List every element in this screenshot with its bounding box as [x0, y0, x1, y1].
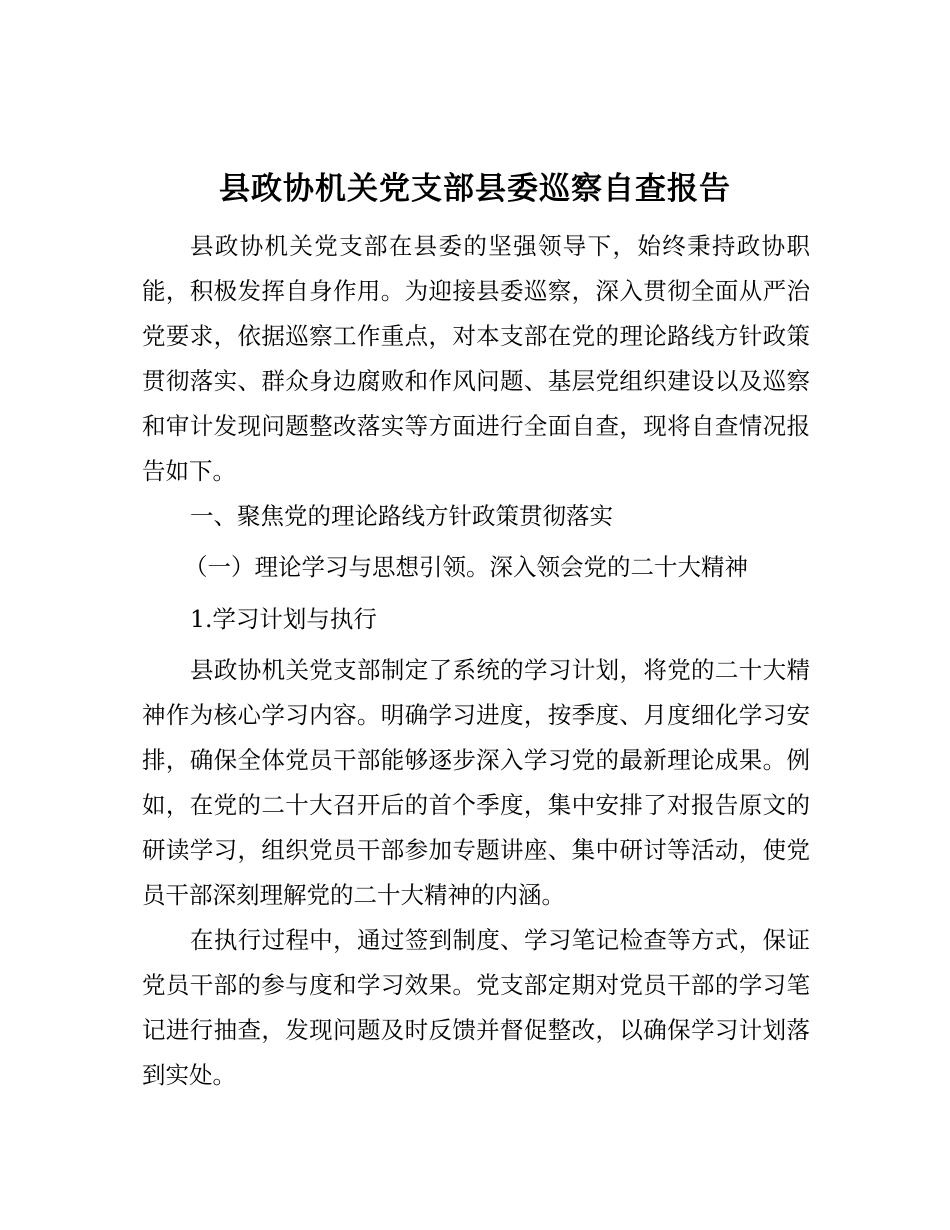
subsection-heading: （一）理论学习与思想引领。深入领会党的二十大精神 [184, 553, 748, 581]
document-title: 县政协机关党支部县委巡察自查报告 [219, 171, 731, 207]
item-heading: 1.学习计划与执行 [190, 605, 377, 633]
body-paragraph-2: 在执行过程中，通过签到制度、学习笔记检查等方式，保证党员干部的参与度和学习效果。党支部定期对党员干部的学习笔记进行抽查，发现问题及时反馈并督促整改，以确保学习计划落到实处。 [142, 926, 810, 1089]
body-paragraph-1: 县政协机关党支部制定了系统的学习计划，将党的二十大精神作为核心学习内容。明确学习进度，按季度、月度细化学习安排，确保全体党员干部能够逐步深入学习党的最新理论成果。例如，在党的二十大召开后的首个季度，集中安排了对报告原文的研读学习，组织党员干部参加专题讲座、集中研讨等活动，使党员干部深刻理解党的二十大精神的内涵。 [142, 656, 810, 909]
intro-paragraph: 县政协机关党支部在县委的坚强领导下，始终秉持政协职能，积极发挥自身作用。为迎接县委巡察，深入贯彻全面从严治党要求，依据巡察工作重点，对本支部在党的理论路线方针政策贯彻落实、群众身边腐败和作风问题、基层党组织建设以及巡察和审计发现问题整改落实等方面进行全面自查，现将自查情况报告如下。 [142, 232, 810, 485]
section-heading: 一、聚焦党的理论路线方针政策贯彻落实 [190, 502, 613, 530]
